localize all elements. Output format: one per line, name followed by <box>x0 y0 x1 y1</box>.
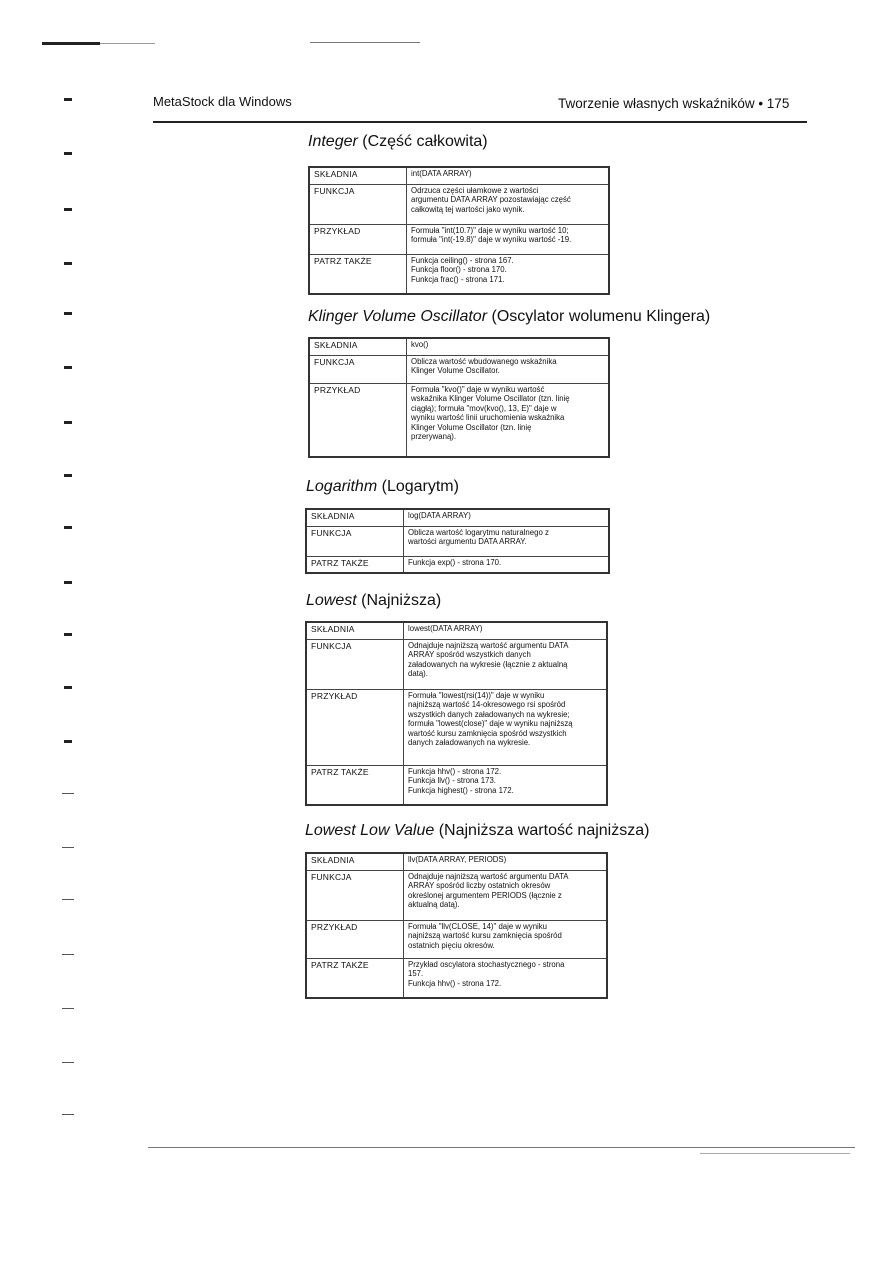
table-row <box>306 870 607 920</box>
function-name: Logarithm <box>306 478 378 495</box>
function-name-translation: (Logarytm) <box>381 478 459 495</box>
section-title-lowest-low-value <box>305 822 649 840</box>
running-header-right: Tworzenie własnych wskaźników • 175 <box>558 96 790 111</box>
table-row <box>306 622 607 639</box>
function-table-logarithm <box>305 508 610 574</box>
margin-mark <box>62 1062 74 1063</box>
row-value: Odnajduje najniższą wartość argumentu DATA ARRAY spośród liczby ostatnich okresów określonej argumentem PERIODS (łącznie z aktualną datą). <box>404 870 608 920</box>
table-row <box>306 853 607 870</box>
margin-mark <box>62 847 74 848</box>
running-header-left: MetaStock dla Windows <box>153 94 292 109</box>
row-label: FUNKCJA <box>306 639 404 689</box>
row-label: FUNKCJA <box>306 526 404 556</box>
function-table-klinger <box>308 337 610 458</box>
margin-mark <box>64 98 72 101</box>
footer-rule <box>148 1147 855 1148</box>
table-row <box>306 509 609 526</box>
table-row <box>309 338 609 355</box>
function-name: Lowest <box>306 592 357 609</box>
header-rule <box>153 121 807 123</box>
margin-mark <box>64 633 72 636</box>
row-label: FUNKCJA <box>309 355 407 383</box>
section-title-lowest <box>306 592 441 610</box>
margin-mark <box>64 474 72 477</box>
function-table-integer <box>308 166 610 295</box>
row-value: int(DATA ARRAY) <box>407 167 610 184</box>
margin-mark <box>62 1114 74 1115</box>
scan-mark-top-left <box>42 42 100 45</box>
margin-mark <box>62 1008 74 1009</box>
row-value: Funkcja ceiling() - strona 167. Funkcja floor() - strona 170. Funkcja frac() - strona 171. <box>407 254 610 294</box>
margin-mark <box>64 581 72 584</box>
table-row <box>306 689 607 765</box>
margin-mark <box>64 366 72 369</box>
row-value: Funkcja exp() - strona 170. <box>404 556 610 573</box>
row-label: FUNKCJA <box>309 184 407 224</box>
table-row <box>309 184 609 224</box>
table-row <box>306 556 609 573</box>
row-value: Formuła "llv(CLOSE, 14)" daje w wyniku najniższą wartość kursu zamknięcia spośród ostatnich pięciu okresów. <box>404 920 608 958</box>
margin-mark <box>64 421 72 424</box>
margin-mark <box>62 954 74 955</box>
table-row <box>306 765 607 805</box>
margin-mark <box>64 526 72 529</box>
table-row <box>309 254 609 294</box>
row-value: Formuła "lowest(rsi(14))" daje w wyniku najniższą wartość 14-okresowego rsi spośród wszystkich danych załadowanych na wykresie; formuła "lowest(close)" daje w wyniku najniższą wartość kursu zamknięcia spośród wszystkich danych załadowanych na wykresie. <box>404 689 608 765</box>
table-row <box>309 383 609 457</box>
function-name-translation: (Najniższa wartość najniższa) <box>438 822 650 839</box>
row-label: PATRZ TAKŻE <box>306 765 404 805</box>
row-label: PRZYKŁAD <box>306 920 404 958</box>
row-value: Odnajduje najniższą wartość argumentu DATA ARRAY spośród wszystkich danych załadowanych na wykresie (łącznie z aktualną datą). <box>404 639 608 689</box>
row-label: PATRZ TAKŻE <box>309 254 407 294</box>
function-name: Klinger Volume Oscillator <box>308 308 488 325</box>
row-value: kvo() <box>407 338 610 355</box>
row-value: Oblicza wartość wbudowanego wskaźnika Klinger Volume Oscillator. <box>407 355 610 383</box>
margin-mark <box>64 312 72 315</box>
function-name: Lowest Low Value <box>305 822 435 839</box>
table-row <box>306 639 607 689</box>
scan-line-top-left <box>100 43 155 44</box>
scan-line-top-center <box>310 42 420 43</box>
row-label: SKŁADNIA <box>309 338 407 355</box>
section-title-integer <box>308 133 488 151</box>
row-label: PRZYKŁAD <box>309 224 407 254</box>
function-name-translation: (Część całkowita) <box>362 133 488 150</box>
margin-mark <box>64 686 72 689</box>
margin-mark <box>64 740 72 743</box>
margin-mark <box>64 152 72 155</box>
function-name-translation: (Najniższa) <box>361 592 442 609</box>
table-row <box>309 355 609 383</box>
table-row <box>306 958 607 998</box>
margin-mark <box>64 262 72 265</box>
row-label: SKŁADNIA <box>309 167 407 184</box>
margin-mark <box>62 899 74 900</box>
row-value: Formuła "int(10.7)" daje w wyniku wartość 10; formuła "int(-19.8)" daje w wyniku wartość -19. <box>407 224 610 254</box>
row-value: llv(DATA ARRAY, PERIODS) <box>404 853 608 870</box>
row-value: Formuła "kvo()" daje w wyniku wartość wskaźnika Klinger Volume Oscillator (tzn. linię ciągłą); formuła "mov(kvo(), 13, E)" daje w wyniku wartość linii uruchomienia wskaźnika Klinger Volume Oscillator (tzn. linię przerywaną). <box>407 383 610 457</box>
row-value: Odrzuca części ułamkowe z wartości argumentu DATA ARRAY pozostawiając część całkowitą tej wartości jako wynik. <box>407 184 610 224</box>
function-name: Integer <box>308 133 358 150</box>
row-value: Funkcja hhv() - strona 172. Funkcja llv() - strona 173. Funkcja highest() - strona 172. <box>404 765 608 805</box>
row-label: PRZYKŁAD <box>309 383 407 457</box>
table-row <box>306 526 609 556</box>
row-value: log(DATA ARRAY) <box>404 509 610 526</box>
function-table-lowest-low-value <box>305 852 608 999</box>
row-label: SKŁADNIA <box>306 509 404 526</box>
row-label: PATRZ TAKŻE <box>306 556 404 573</box>
row-label: SKŁADNIA <box>306 622 404 639</box>
row-value: Przykład oscylatora stochastycznego - strona 157. Funkcja hhv() - strona 172. <box>404 958 608 998</box>
margin-mark <box>64 208 72 211</box>
table-row <box>309 224 609 254</box>
row-label: PATRZ TAKŻE <box>306 958 404 998</box>
function-name-translation: (Oscylator wolumenu Klingera) <box>491 308 711 325</box>
scan-line-bottom-right <box>700 1153 850 1154</box>
row-value: Oblicza wartość logarytmu naturalnego z wartości argumentu DATA ARRAY. <box>404 526 610 556</box>
margin-mark <box>62 793 74 794</box>
row-value: lowest(DATA ARRAY) <box>404 622 608 639</box>
row-label: SKŁADNIA <box>306 853 404 870</box>
table-row <box>309 167 609 184</box>
table-row <box>306 920 607 958</box>
row-label: FUNKCJA <box>306 870 404 920</box>
row-label: PRZYKŁAD <box>306 689 404 765</box>
section-title-logarithm <box>306 478 459 496</box>
function-table-lowest <box>305 621 608 806</box>
section-title-klinger <box>308 308 710 326</box>
